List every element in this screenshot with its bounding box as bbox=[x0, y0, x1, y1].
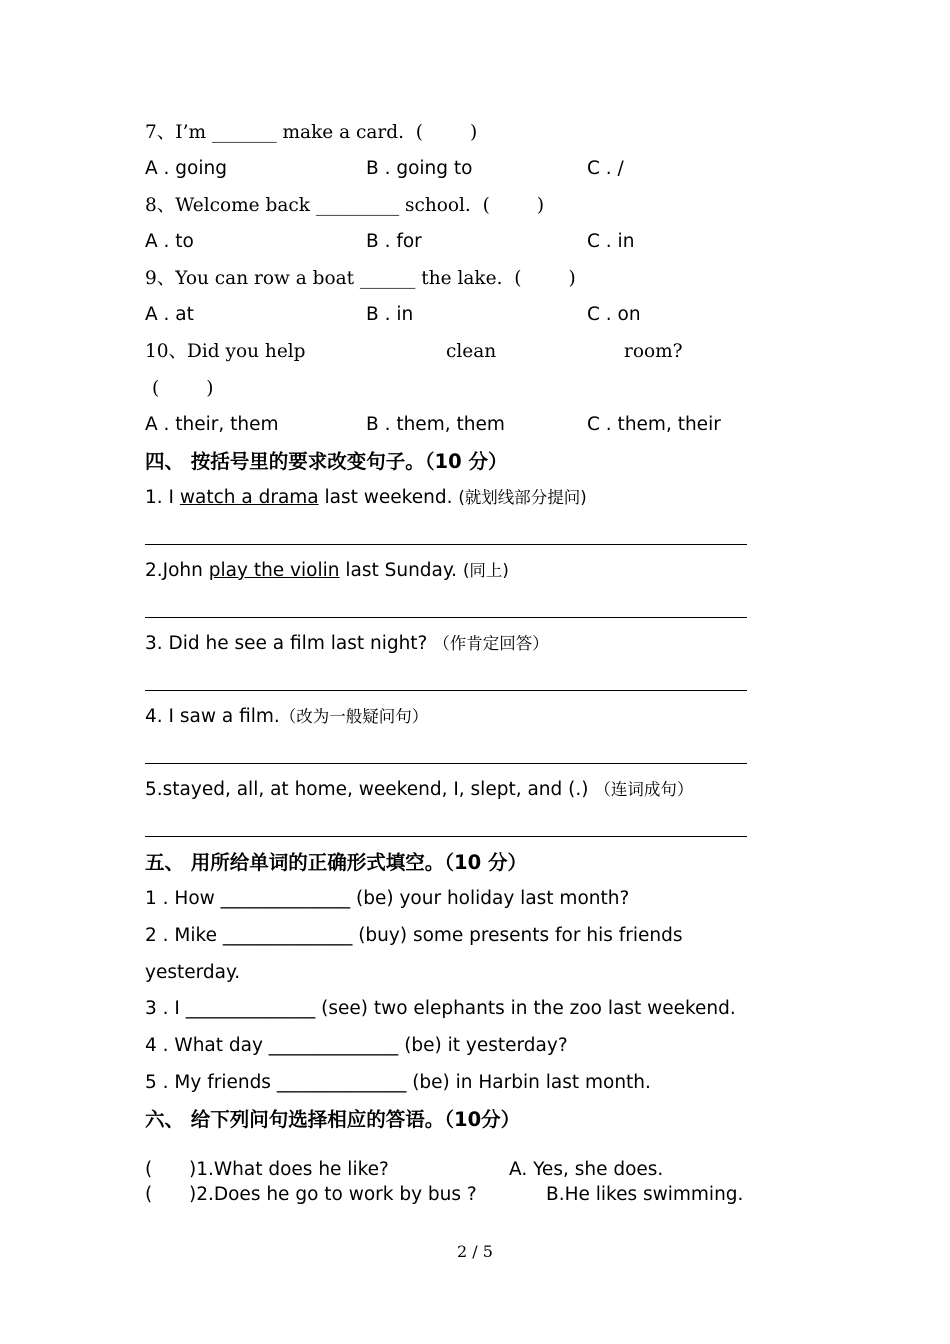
q8-option-c: C . in bbox=[587, 231, 635, 252]
answer-line-3[interactable] bbox=[145, 690, 747, 691]
underlined-phrase: play the violin bbox=[208, 560, 340, 581]
section-4-title: 四、 按括号里的要求改变句子。（10 分） bbox=[145, 450, 508, 473]
match-2-paren: ( bbox=[145, 1184, 153, 1205]
question-9: 9、You can row a boat ______ the lake. ( ) bbox=[145, 268, 576, 289]
q9-option-c: C . on bbox=[587, 304, 641, 325]
section-5-line-5: 5 . My friends ______________ (be) in Harbin last month. bbox=[145, 1072, 651, 1093]
answer-line-2[interactable] bbox=[145, 617, 747, 618]
section-4-item-4: 4. I saw a film.（改为一般疑问句） bbox=[145, 706, 429, 727]
q9-option-a: A . at bbox=[145, 304, 194, 325]
match-answer-b: B.He likes swimming. bbox=[546, 1184, 744, 1205]
section-6-title: 六、 给下列问句选择相应的答语。（10分） bbox=[145, 1108, 521, 1131]
match-2-question: )2.Does he go to work by bus ? bbox=[189, 1184, 477, 1205]
section-5-line-3: 3 . I ______________ (see) two elephants in the zoo last weekend. bbox=[145, 998, 736, 1019]
q10-option-b: B . them, them bbox=[366, 414, 505, 435]
q8-option-b: B . for bbox=[366, 231, 422, 252]
section-5-line-1: 1 . How ______________ (be) your holiday last month? bbox=[145, 888, 630, 909]
section-4-item-3: 3. Did he see a film last night? （作肯定回答） bbox=[145, 633, 549, 654]
section-4-item-2: 2.John play the violin last Sunday. (同上) bbox=[145, 560, 509, 581]
question-10-part1: 10、Did you help bbox=[145, 341, 306, 362]
section-4-item-5: 5.stayed, all, at home, weekend, I, slept, and (.) （连词成句） bbox=[145, 779, 694, 800]
section-5-line-4: 4 . What day ______________ (be) it yesterday? bbox=[145, 1035, 568, 1056]
q7-option-c: C . / bbox=[587, 158, 624, 179]
section-5-title: 五、 用所给单词的正确形式填空。（10 分） bbox=[145, 851, 527, 874]
question-10-part2: clean bbox=[446, 341, 497, 362]
answer-line-5[interactable] bbox=[145, 836, 747, 837]
question-7: 7、I’m _______ make a card. ( ) bbox=[145, 122, 478, 143]
question-8: 8、Welcome back _________ school. ( ) bbox=[145, 195, 545, 216]
section-5-line-2-cont: yesterday. bbox=[145, 962, 241, 983]
q9-option-b: B . in bbox=[366, 304, 414, 325]
question-10-part3: room? bbox=[624, 341, 683, 362]
page-number: 2 / 5 bbox=[457, 1242, 493, 1261]
question-10-paren: ( ) bbox=[152, 378, 214, 399]
section-4-item-1: 1. I watch a drama last weekend. (就划线部分提问) bbox=[145, 487, 587, 508]
q10-option-c: C . them, their bbox=[587, 414, 721, 435]
q7-option-b: B . going to bbox=[366, 158, 473, 179]
section-5-line-2: 2 . Mike ______________ (buy) some presents for his friends bbox=[145, 925, 683, 946]
q10-option-a: A . their, them bbox=[145, 414, 279, 435]
q7-option-a: A . going bbox=[145, 158, 227, 179]
underlined-phrase: watch a drama bbox=[179, 487, 319, 508]
answer-line-4[interactable] bbox=[145, 763, 747, 764]
q8-option-a: A . to bbox=[145, 231, 194, 252]
match-1-question: )1.What does he like? bbox=[189, 1159, 389, 1180]
match-answer-a: A. Yes, she does. bbox=[509, 1159, 664, 1180]
match-1-paren: ( bbox=[145, 1159, 153, 1180]
answer-line-1[interactable] bbox=[145, 544, 747, 545]
